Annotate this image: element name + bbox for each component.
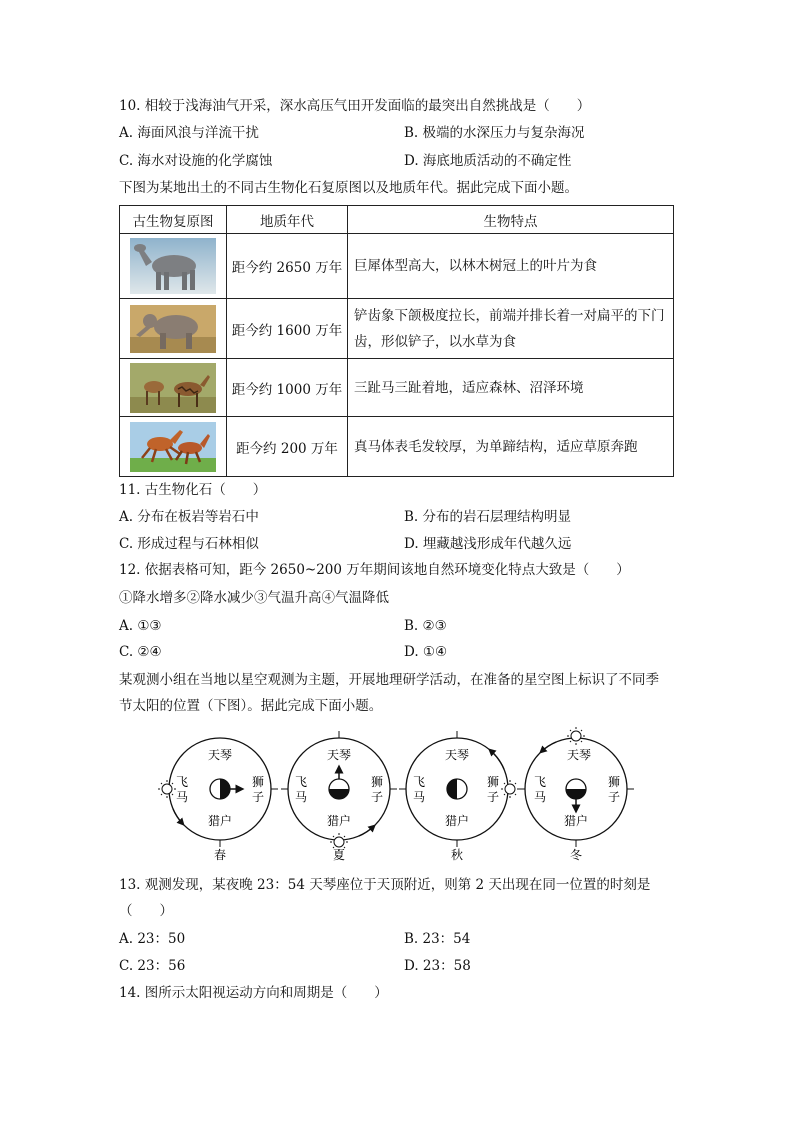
table-cell-feature: 真马体表毛发较厚，为单蹄结构，适应草原奔跑 [348,417,674,477]
label-leo: 狮 [486,775,500,789]
label-pegasus: 飞 [533,775,547,789]
label-leo: 子 [370,790,384,804]
table-row [120,417,674,477]
star-intro-line2: 节太阳的位置（下图）。据此完成下面小题。 [119,698,383,714]
label-leo: 狮 [607,775,621,789]
label-leo: 狮 [370,775,384,789]
q13-option-d: D. 23：58 [404,958,471,974]
sun-icon [567,727,585,745]
star-panel-winter [518,727,634,862]
q13-option-b: B. 23：54 [404,931,471,947]
table-cell-feature: 铲齿象下颌极度拉长，前端并排长着一对扁平的下门齿，形似铲子，以水草为食 [348,299,674,359]
table-cell-feature: 巨犀体型高大，以林木树冠上的叶片为食 [348,234,674,299]
label-pegasus: 马 [294,790,308,804]
table-cell-feature: 三趾马三趾着地，适应森林、沼泽环境 [348,359,674,417]
q10-option-b: B. 极端的水深压力与复杂海况 [404,125,585,141]
sun-icon [501,780,519,798]
q11-option-c: C. 形成过程与石林相似 [119,536,259,552]
horse-illustration [120,417,227,477]
q12-option-c: C. ②④ [119,644,162,660]
label-pegasus: 飞 [294,775,308,789]
sun-icon [158,780,176,798]
label-leo: 狮 [251,775,265,789]
q10-stem: 10. 相较于浅海油气开采，深水高压气田开发面临的最突出自然挑战是（ ） [119,98,591,114]
label-lyra: 天琴 [444,748,470,762]
label-pegasus: 飞 [412,775,426,789]
shovel-tusker-illustration [120,299,227,359]
q10-option-a: A. 海面风浪与洋流干扰 [119,125,259,141]
star-map-diagram [0,723,794,863]
q11-stem: 11. 古生物化石（ ） [119,482,267,498]
label-orion: 猎户 [444,814,470,828]
earth-icon [566,779,586,809]
label-pegasus: 马 [412,790,426,804]
q11-option-a: A. 分布在板岩等岩石中 [119,509,259,525]
table-header: 古生物复原图 [120,206,227,234]
table-cell-age: 距今约 200 万年 [227,417,348,477]
q11-option-d: D. 埋藏越浅形成年代越久远 [404,536,572,552]
table-header: 地质年代 [227,206,348,234]
q13-stem-tail: （ ） [119,903,173,919]
q13-option-c: C. 23：56 [119,958,186,974]
q13-option-a: A. 23：50 [119,931,186,947]
star-intro-line1: 某观测小组在当地以星空观测为主题，开展地理研学活动，在准备的星空图上标识了不同季 [119,672,659,688]
q10-option-c: C. 海水对设施的化学腐蚀 [119,153,273,169]
fossil-table [119,205,674,477]
q12-option-b: B. ②③ [404,618,447,634]
table-header: 生物特点 [348,206,674,234]
table-cell-age: 距今约 1000 万年 [227,359,348,417]
label-pegasus: 飞 [175,775,189,789]
season-label-winter: 冬 [569,848,583,862]
star-panel-spring [158,738,278,862]
star-panel-autumn [399,731,519,862]
q10-option-d: D. 海底地质活动的不确定性 [404,153,572,169]
earth-icon [447,779,467,799]
table-cell-age: 距今约 1600 万年 [227,299,348,359]
table-row [120,359,674,417]
label-pegasus: 马 [533,790,547,804]
q14-stem: 14. 图所示太阳视运动方向和周期是（ ） [119,985,388,1001]
season-label-spring: 春 [213,848,227,862]
label-orion: 猎户 [326,814,352,828]
earth-icon [210,779,240,799]
fossil-intro: 下图为某地出土的不同古生物化石复原图以及地质年代。据此完成下面小题。 [119,180,578,196]
label-pegasus: 马 [175,790,189,804]
rhinoceros-illustration [120,234,227,299]
q12-choices: ①降水增多②降水减少③气温升高④气温降低 [119,590,389,606]
table-header-row [120,206,674,234]
table-row [120,299,674,359]
q13-stem: 13. 观测发现，某夜晚 23：54 天琴座位于天顶附近，则第 2 天出现在同一位置的时刻是 [119,877,651,893]
q12-option-a: A. ①③ [119,618,162,634]
label-orion: 猎户 [207,814,233,828]
label-leo: 子 [607,790,621,804]
label-orion: 猎户 [563,814,589,828]
table-row [120,234,674,299]
hipparion-illustration [120,359,227,417]
q12-stem: 12. 依据表格可知，距今 2650~200 万年期间该地自然环境变化特点大致是（ ） [119,562,630,578]
earth-icon [329,769,349,799]
label-lyra: 天琴 [326,748,352,762]
star-panel-summer [281,731,397,862]
q12-option-d: D. ①④ [404,644,448,660]
label-lyra: 天琴 [566,748,592,762]
q11-option-b: B. 分布的岩石层理结构明显 [404,509,572,525]
label-leo: 子 [251,790,265,804]
table-cell-age: 距今约 2650 万年 [227,234,348,299]
season-label-autumn: 秋 [450,848,464,862]
label-leo: 子 [486,790,500,804]
season-label-summer: 夏 [332,848,346,862]
label-lyra: 天琴 [207,748,233,762]
